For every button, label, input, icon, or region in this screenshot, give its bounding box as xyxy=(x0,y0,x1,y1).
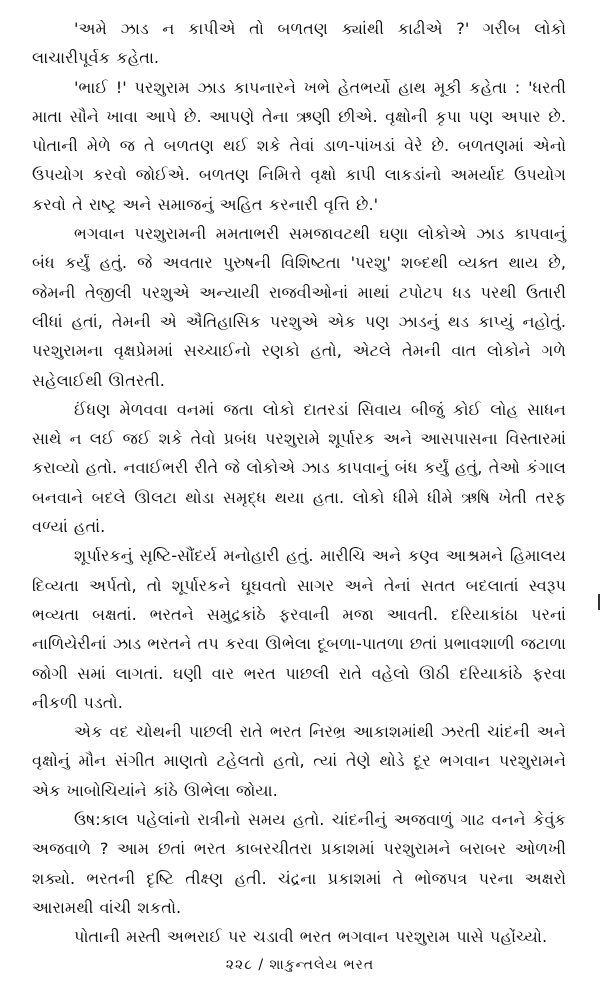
paragraph-8: પોતાની મસ્તી અભરાઈ પર ચડાવી ભરત ભગવાન પરશુરામ પાસે પહોંચ્યો. xyxy=(74,927,548,947)
paragraph-7: ઉષ:કાલ પહેલાંનો રાત્રીનો સમય હતો. ચાંદનીનું અજવાળું ગાઢ વનને કેવુંક અજવાળે ? આમ છતાં ભરત કાબરચીતરા પ્રકાશમાં પરશુરામને બરાબર ઓળખી શક્યો. ભરતની દૃષ્ટિ તીક્ષ્ણ હતી. ચંદ્રના પ્રકાશમાં તે ભોજપત્ર પરના અક્ષરો આરામથી વાંચી શકતો. xyxy=(32,810,566,917)
paragraph-2: 'ભાઈ !' પરશુરામ ઝાડ કાપનારને ખભે હેતભર્યો હાથ મૂકી કહેતા : 'ધરતી માતા સૌને ખાવા આપે છે. આપણે તેના ઋણી છીએ. વૃક્ષોની કૃપા પણ અપાર છે. પોતાની મેળે જ તે બળતણ થઈ શકે તેવાં ડાળ-પાંખડાં વેરે છે. બળતણમાં એનો ઉપયોગ કરવો જોઈએ. બળતણ નિમિત્તે વૃક્ષો કાપી લાકડાંનો અમર્યાદ ઉપયોગ કરવો તે રાષ્ટ્ર અને સમાજનું અહિત કરનારી વૃત્તિ છે.' xyxy=(32,77,566,214)
paragraph-5: શૂર્પારકનું સૃષ્ટિ-સૌંદર્ય મનોહારી હતું. મારીચિ અને કણ્વ આશ્રમને હિમાલય દિવ્યતા અર્પતો, તો શૂર્પારકને ઘૂઘવતો સાગર અને તેનાં સતત બદલાતાં સ્વરૂપ ભવ્યતા બક્ષતાં. ભરતને સમુદ્રકાંઠે ફરવાની મજા આવતી. દરિયાકાંઠા પરનાં નાળિયેરીનાં ઝાડ ભરતને તપ કરવા ઊભેલા દૂબળા-પાતળા છતાં પ્રભાવશાળી જટાળા જોગી સમાં લાગતાં. ઘણી વાર ભરત પાછલી રાતે વહેલો ઊઠી દરિયાકાંઠે ફરવા નીકળી પડતો. xyxy=(32,546,566,712)
page-footer: ૨૨૮ / શાકુન્તલેય ભરત xyxy=(225,957,375,973)
paragraph-1: 'અમે ઝાડ ન કાપીએ તો બળતણ ક્યાંથી કાઢીએ ?' ગરીબ લોકો લાચારીપૂર્વક કહેતા. xyxy=(32,19,566,68)
paragraph-4: ઈંધણ મેળવવા વનમાં જતા લોકો દાતરડાં સિવાય બીજું કોઈ લોહ સાધન સાથે ન લઈ જઈ શકે તેવો પ્રબંધ પરશુરામે શૂર્પારક અને આસપાસના વિસ્તારમાં કરાવ્યો હતો. નવાઈભરી રીતે જે લોકોએ ઝાડ કાપવાનું બંધ કર્યું હતું, તેઓ કંગાલ બનવાને બદલે ઊલટા થોડા સમૃદ્ધ થયા હતા. લોકો ધીમે ધીમે ઋષિ ખેતી તરફ વળ્યાં હતાં. xyxy=(32,399,566,537)
paragraph-3: ભગવાન પરશુરામની મમતાભરી સમજાવટથી ઘણા લોકોએ ઝાડ કાપવાનું બંધ કર્યું હતું. જે અવતાર પુરુષની વિશિષ્ટતા 'પરશુ' શબ્દથી વ્યક્ત થાય છે, જેમની તેજીલી પરશુએ અન્યાયી રાજવીઓનાં માથાં ટપોટપ ધડ પરથી ઉતારી લીધાં હતાં, તેમની એ ઐતિહાસિક પરશુએ એક પણ ઝાડનું થડ કાપ્યું નહોતું. પરશુરામના વૃક્ષપ્રેમમાં સચ્ચાઈનો રણકો હતો, એટલે તેમની વાત લોકોને ગળે સહેલાઈથી ઊતરતી. xyxy=(32,224,566,390)
body-text xyxy=(32,14,566,952)
paragraph-6: એક વદ ચોથની પાછલી રાતે ભરત નિરભ્ર આકાશમાંથી ઝરતી ચાંદની અને વૃક્ષોનું મૌન સંગીત માણતો ટહેલતો હતો, ત્યાં તેણે થોડે દૂર ભગવાન પરશુરામને એક ખાબોચિયાંને કાંઠે ઊભેલા જોયા. xyxy=(32,722,566,800)
